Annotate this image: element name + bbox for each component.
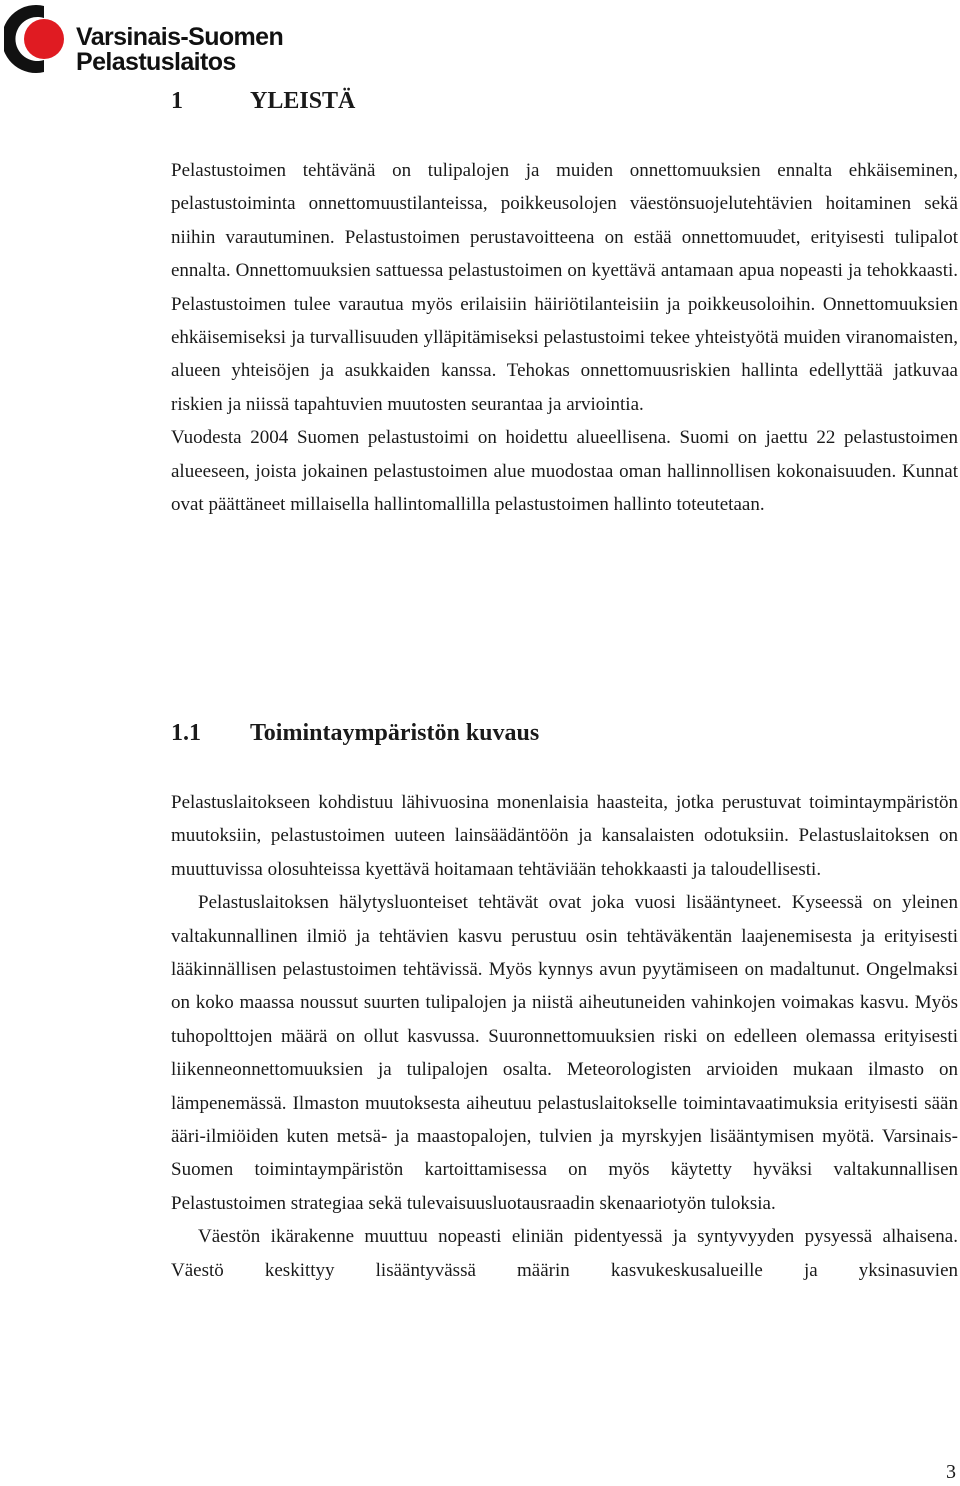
section-1-1-paragraph-1: Pelastuslaitokseen kohdistuu lähivuosina monenlaisia haasteita, jotka perustuvat toimintaympäristön muutoksiin, pelastustoimen uuteen lainsäädäntöön ja kansalaisten odotuksiin. Pelastuslaitoksen on muuttuvissa olosuhteissa kyettävä hoitamaan tehtäviään tehokkaasti ja taloudellisesti. — [171, 792, 958, 880]
section-1-1-heading — [171, 716, 958, 750]
logo-line-1: Varsinais-Suomen — [76, 23, 284, 51]
logo-wordmark — [76, 25, 283, 75]
section-1-heading — [171, 84, 958, 118]
section-1-1-paragraph-3: Väestön ikärakenne muuttuu nopeasti eliniän pidentyessä ja syntyvyyden pysyessä alhaisena. Väestö keskittyy lisääntyvässä määrin kasvukeskusalueille ja yksinasuvien — [171, 1226, 958, 1281]
section-1-paragraph-1: Pelastustoimen tehtävänä on tulipalojen ja muiden onnettomuuksien ennalta ehkäiseminen, pelastustoiminta onnettomuustilanteissa, poikkeusolojen väestönsuojelutehtävien hoitaminen sekä niihin varautuminen. Pelastustoimen perustavoitteena on estää onnettomuudet, erityisesti tulipalot ennalta. Onnettomuuksien sattuessa pelastustoimen on kyettävä antamaan apua nopeasti ja tehokkaasti. Pelastustoimen tulee varautua myös erilaisiin häiriötilanteisiin ja poikkeusoloihin. Onnettomuuksien ehkäisemiseksi ja turvallisuuden ylläpitämiseksi pelastustoimi tekee yhteistyötä muiden viranomaisten, alueen yhteisöjen ja asukkaiden kanssa. Tehokas onnettomuusriskien hallinta edellyttää jatkuvaa riskien ja niissä tapahtuvien muutosten seurantaa ja arviointia. — [171, 160, 958, 415]
section-1-1-title: Toimintaympäristön kuvaus — [250, 720, 540, 746]
section-1-paragraph-2: Vuodesta 2004 Suomen pelastustoimi on hoidettu alueellisena. Suomi on jaettu 22 pelastustoimen alueeseen, joista jokainen pelastustoimen alue muodostaa oman hallinnollisen kokonaisuuden. Kunnat ovat päättäneet millaisella hallintomallilla pelastustoimen hallinto toteutetaan. — [171, 427, 958, 516]
document-body — [171, 84, 958, 1281]
section-1-1-paragraph-2: Pelastuslaitoksen hälytysluonteiset tehtävät ovat joka vuosi lisääntyneet. Kyseessä on yleinen valtakunnallinen ilmiö ja tehtävien kasvu perustuu osin tehtäväkentän laajenemisesta ja erityisesti lääkinnällisen pelastustoimen tehtävissä. Myös kynnys avun pyytämiseen on madaltunut. Ongelmaksi on koko maassa noussut suurten tulipalojen ja niistä aiheutuneiden vahinkojen voimakas kasvu. Myös tuhopolttojen määrä on ollut kasvussa. Suuronnettomuuksien riski on edelleen olemassa erityisesti liikenneonnettomuuksien ja tulipalojen osalta. Meteorologisten arvioiden mukaan ilmasto on lämpenemässä. Ilmaston muutoksesta aiheutuu pelastuslaitokselle toimintavaatimuksia erityisesti sään ääri-ilmiöiden kuten metsä- ja maastopalojen, tulvien ja myrskyjen lisääntymisen myötä. Varsinais-Suomen toimintaympäristön kartoittamisessa on myös käytetty hyväksi valtakunnallisen Pelastustoimen strategiaa sekä tulevaisuusluotausraadin skenaariotyön tuloksia. — [171, 892, 958, 1214]
logo-line-2: Pelastuslaitos — [76, 48, 236, 76]
section-1-title: YLEISTÄ — [250, 88, 356, 114]
page-number: 3 — [946, 1461, 956, 1483]
rescue-department-emblem-icon — [4, 3, 70, 75]
section-1-number: 1 — [171, 88, 183, 114]
organization-logo — [4, 3, 284, 75]
section-1-1-body — [171, 786, 958, 1287]
section-1-1-number: 1.1 — [171, 720, 201, 746]
